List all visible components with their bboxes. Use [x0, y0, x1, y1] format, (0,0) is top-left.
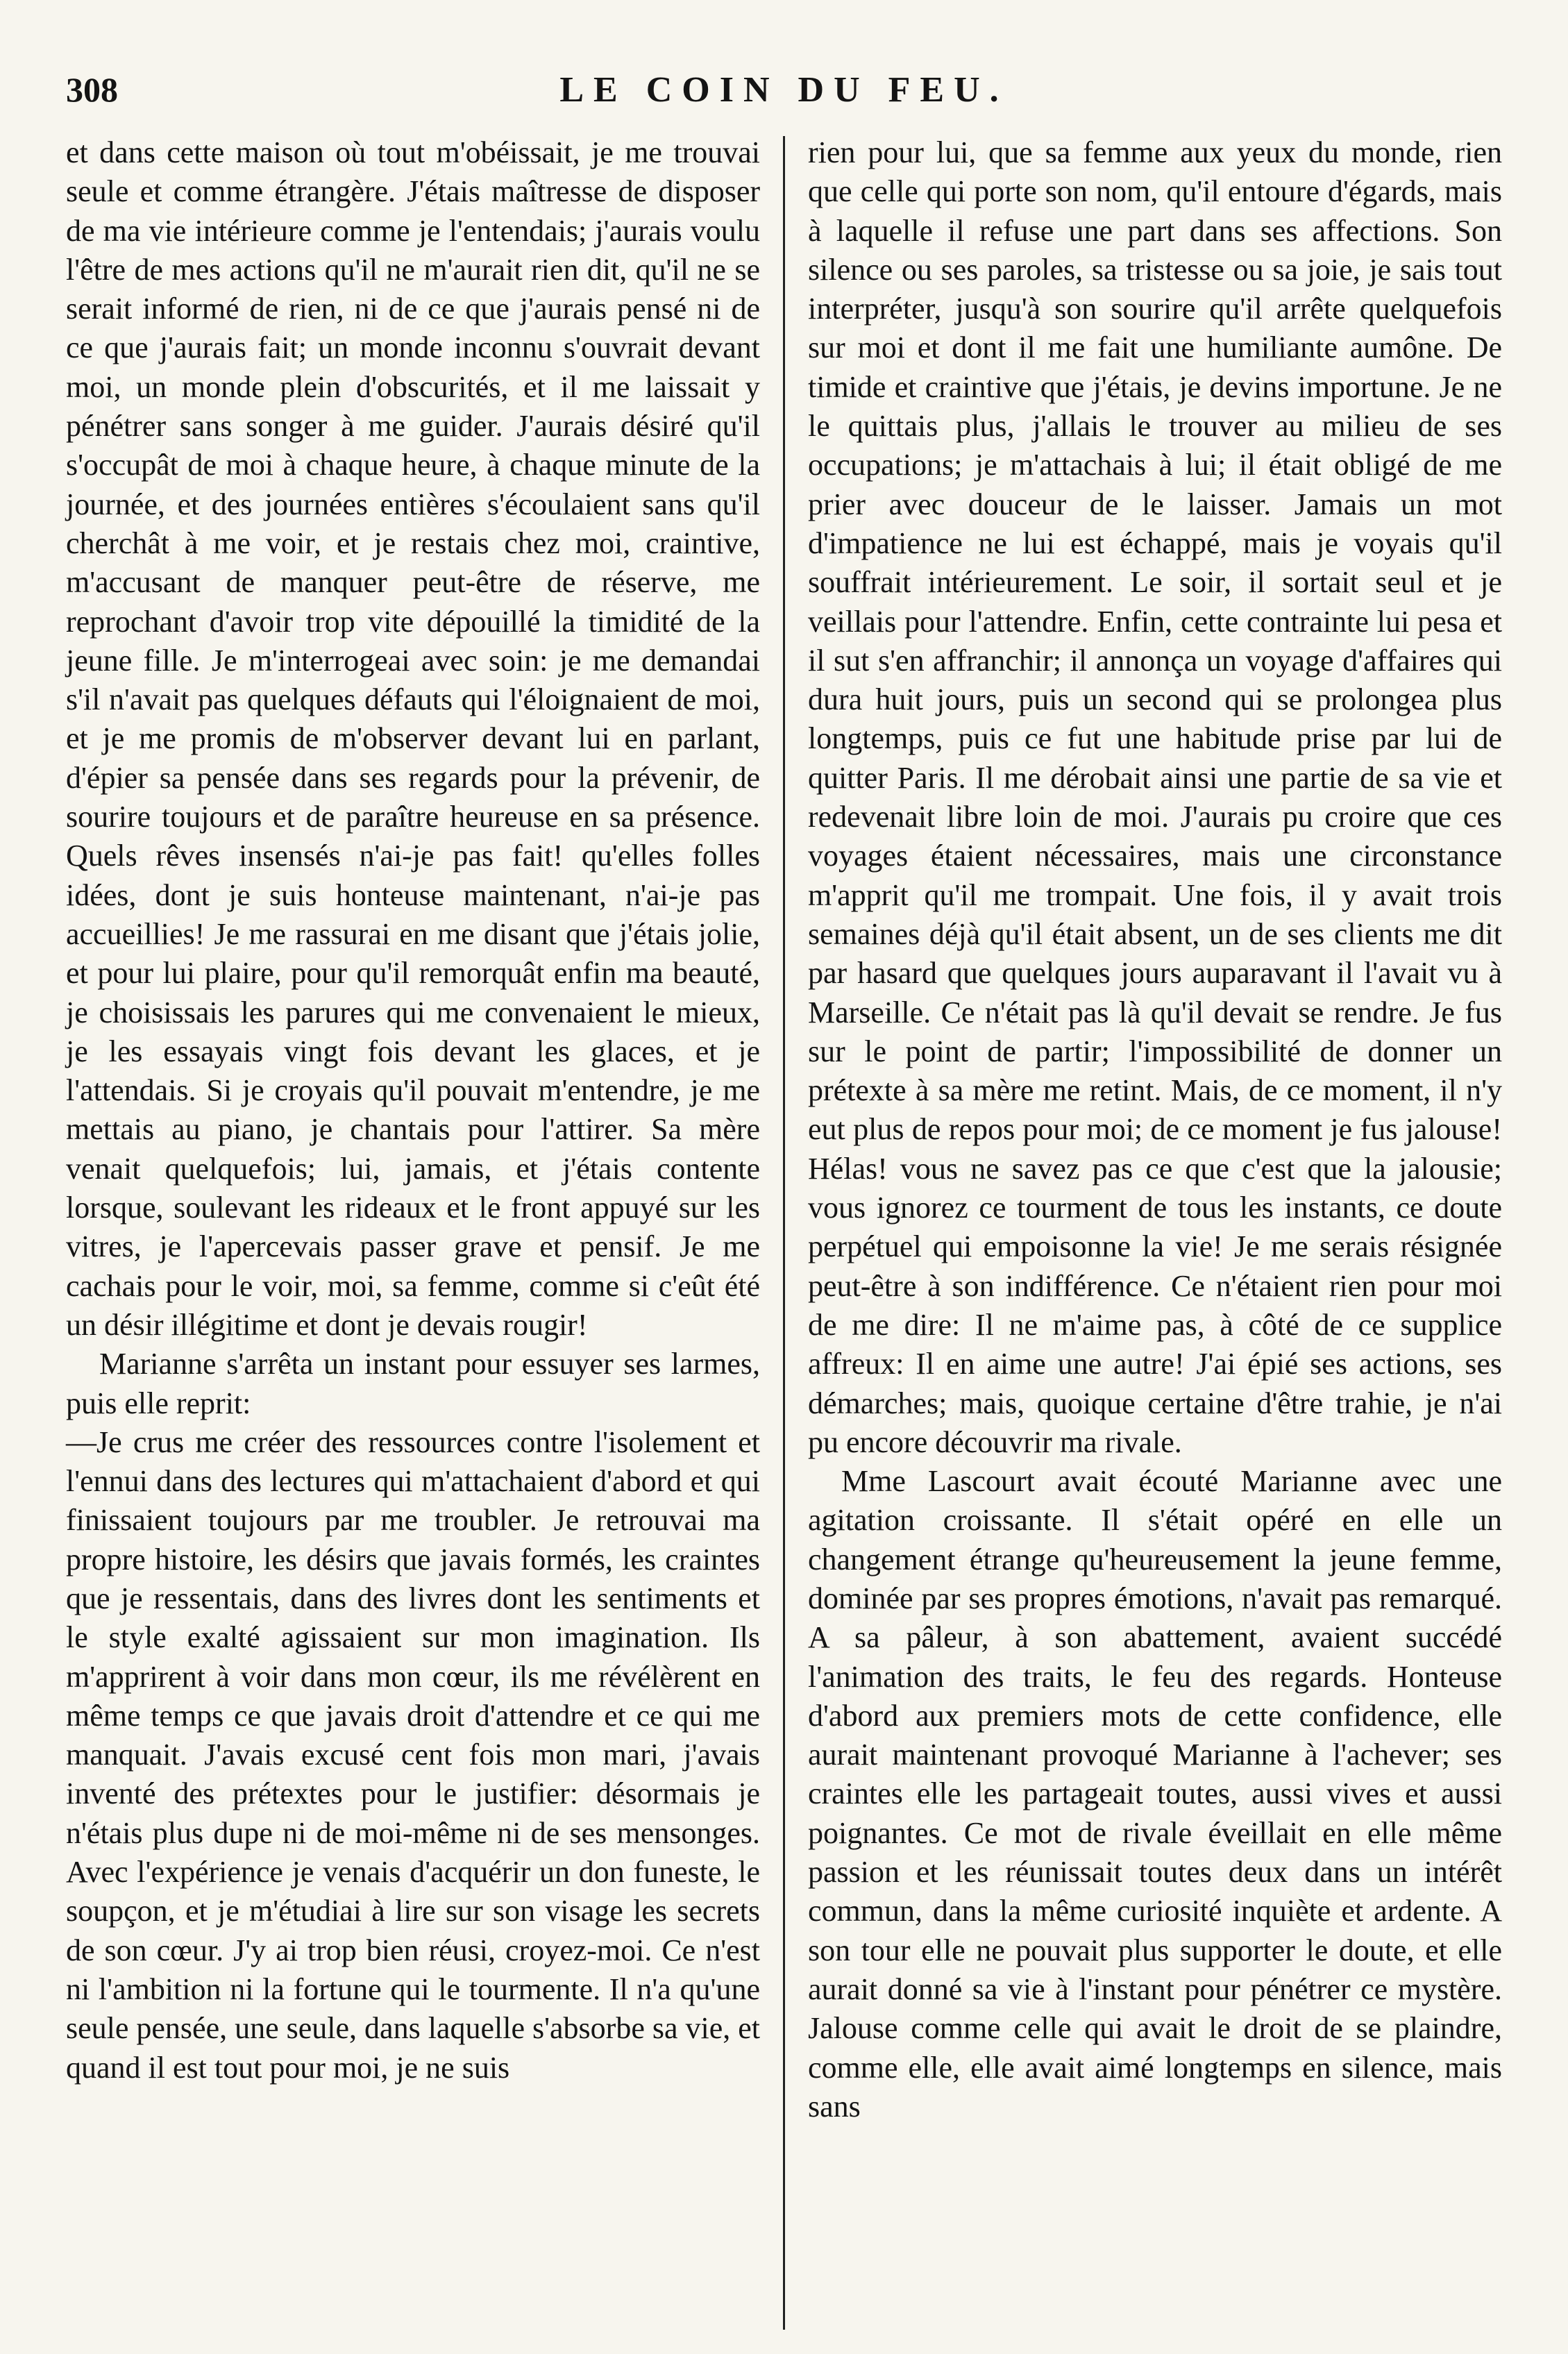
- page-number: 308: [66, 70, 118, 109]
- running-title: LE COIN DU FEU.: [559, 70, 1009, 110]
- paragraph: —Je crus me créer des ressources contre l'isolement et l'ennui dans des lectures qui m'attachaient d'abord et qui finissaient toujours par me troubler. Je retrouvai ma propre histoire, les désirs que javais formés, les craintes que je ressentais, dans des livres dont les sentiments et le style exalté agissaient sur mon imagination. Ils m'apprirent à voir dans mon cœur, ils me révélèrent en même temps ce que javais droit d'attendre et ce qui me manquait. J'avais excusé cent fois mon mari, j'avais inventé des prétextes pour le justifier: désormais je n'étais plus dupe ni de moi-même ni de ses mensonges. Avec l'expérience je venais d'acquérir un don funeste, le soupçon, et je m'étudiai à lire sur son visage les secrets de son cœur. J'y ai trop bien réusi, croyez-moi. Ce n'est ni l'ambition ni la fortune qui le tourmente. Il n'a qu'une seule pensée, une seule, dans laquelle s'absorbe sa vie, et quand il est tout pour moi, je ne suis: [66, 1424, 761, 2085]
- left-column: [66, 133, 760, 2337]
- column-divider: [783, 136, 785, 2330]
- right-column: [808, 133, 1502, 2337]
- paragraph: rien pour lui, que sa femme aux yeux du monde, rien que celle qui porte son nom, qu'il entoure d'égards, mais à laquelle il refuse une part dans ses affections. Son silence ou ses paroles, sa tristesse ou sa joie, je sais tout interpréter, jusqu'à son sourire qu'il arrête quelquefois sur moi et dont il me fait une humiliante aumône. De timide et craintive que j'étais, je devins importune. Je ne le quittais plus, j'allais le trouver au milieu de ses occupations; je m'attachais à lui; il était obligé de me prier avec douceur de le laisser. Jamais un mot d'impatience ne lui est échappé, mais je voyais qu'il souffrait intérieurement. Le soir, il sortait seul et je veillais pour l'attendre. Enfin, cette contrainte lui pesa et il sut s'en affranchir; il annonça un voyage d'affaires qui dura huit jours, puis un second qui se prolongea plus longtemps, puis ce fut une habitude prise par lui de quitter Paris. Il me dérobait ainsi une partie de sa vie et redevenait libre loin de moi. J'aurais pu croire que ces voyages étaient nécessaires, mais une circonstance m'apprit qu'il me trompait. Une fois, il y avait trois semaines déjà qu'il était absent, un de ses clients me dit par hasard que quelques jours auparavant il l'avait vu à Marseille. Ce n'était pas là qu'il devait se rendre. Je fus sur le point de partir; l'impossibilité de donner un prétexte à sa mère me retint. Mais, de ce moment, il n'y eut plus de repos pour moi; de ce moment je fus jalouse! Hélas! vous ne savez pas ce que c'est que la jalousie; vous ignorez ce tourment de tous les instants, ce doute perpétuel qui empoisonne la vie! Je me serais résignée peut-être à son indifférence. Ce n'étaient rien pour moi de me dire: Il ne m'aime pas, à côté de ce supplice affreux: Il en aime une autre! J'ai épié ses actions, ses démarches; mais, quoique certaine d'être trahie, je n'ai pu encore découvrir ma rivale.: [808, 135, 1502, 1459]
- paragraph: Marianne s'arrêta un instant pour essuyer ses larmes, puis elle reprit:: [66, 1347, 760, 1420]
- page-header: [66, 69, 1502, 133]
- paragraph: Mme Lascourt avait écouté Marianne avec une agitation croissante. Il s'était opéré en elle un changement étrange qu'heureusement la jeune femme, dominée par ses propres émotions, n'avait pas remarqué. A sa pâleur, à son abattement, avaient succédé l'animation des traits, le feu des regards. Honteuse d'abord aux premiers mots de cette confidence, elle aurait maintenant provoqué Marianne à l'achever; ses craintes elle les partageait toutes, aussi vives et aussi poignantes. Ce mot de rivale éveillait en elle même passion et les réunissait toutes deux dans un intérêt commun, dans la même curiosité inquiète et ardente. A son tour elle ne pouvait plus supporter le doute, et elle aurait donné sa vie à l'instant pour pénétrer ce mystère. Jalouse comme celle qui avait le droit de se plaindre, comme elle, elle avait aimé longtemps en silence, mais sans: [808, 1464, 1502, 2124]
- paragraph: et dans cette maison où tout m'obéissait, je me trouvai seule et comme étrangère. J'étais maîtresse de disposer de ma vie intérieure comme je l'entendais; j'aurais voulu l'être de mes actions qu'il ne m'aurait rien dit, qu'il ne se serait informé de rien, ni de ce que j'aurais pensé ni de ce que j'aurais fait; un monde inconnu s'ouvrait devant moi, un monde plein d'obscurités, et il me laissait y pénétrer sans songer à me guider. J'aurais désiré qu'il s'occupât de moi à chaque heure, à chaque minute de la journée, et des journées entières s'écoulaient sans qu'il cherchât à me voir, et je restais chez moi, craintive, m'accusant de manquer peut-être de réserve, me reprochant d'avoir trop vite dépouillé la timidité de la jeune fille. Je m'interrogeai avec soin: je me demandai s'il n'avait pas quelques défauts qui l'éloignaient de moi, et je me promis de m'observer devant lui en parlant, d'épier sa pensée dans ses regards pour la prévenir, de sourire toujours et de paraître heureuse en sa présence. Quels rêves insensés n'ai-je pas fait! qu'elles folles idées, dont je suis honteuse maintenant, n'ai-je pas accueillies! Je me rassurai en me disant que j'étais jolie, et pour lui plaire, pour qu'il remorquât enfin ma beauté, je choisissais les parures qui me convenaient le mieux, je les essayais vingt fois devant les glaces, et je l'attendais. Si je croyais qu'il pouvait m'entendre, je me mettais au piano, je chantais pour l'attirer. Sa mère venait quelquefois; lui, jamais, et j'étais contente lorsque, soulevant les rideaux et le front appuyé sur les vitres, je l'apercevais passer grave et pensif. Je me cachais pour le voir, moi, sa femme, comme si c'eût été un désir illégitime et dont je devais rougir!: [66, 135, 760, 1342]
- text-columns: [66, 133, 1502, 2337]
